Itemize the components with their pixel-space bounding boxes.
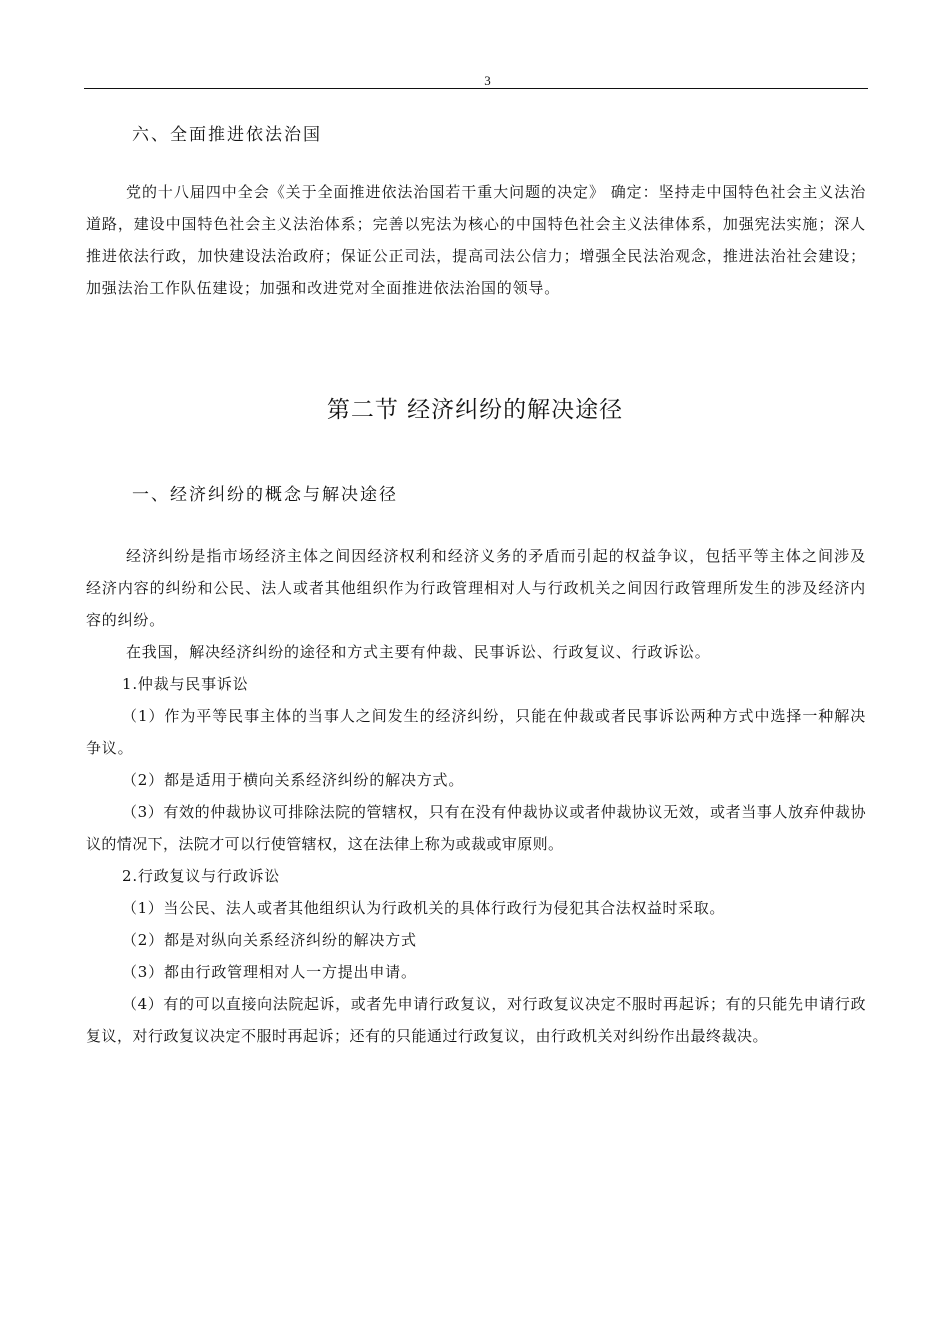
list-item-administrative-3: （3）都由行政管理相对人一方提出申请。 (122, 963, 417, 981)
heading-rule-of-law: 六、全面推进依法治国 (132, 125, 322, 145)
paragraph-dispute-definition: 经济纠纷是指市场经济主体之间因经济权利和经济义务的矛盾而引起的权益争议，包括平等主体之间涉及经济内容的纠纷和公民、法人或者其他组织作为行政管理相对人与行政机关之间因行政管理所发生的涉及经济内容的纠纷。 (86, 547, 866, 629)
list-item-arbitration-1: （1）作为平等民事主体的当事人之间发生的经济纠纷，只能在仲裁或者民事诉讼两种方式中选择一种解决争议。 (86, 707, 866, 757)
list-item-administrative-1: （1）当公民、法人或者其他组织认为行政机关的具体行政行为侵犯其合法权益时采取。 (122, 899, 725, 917)
subheading-arbitration-litigation: 1.仲裁与民事诉讼 (122, 675, 249, 693)
subheading-administrative-review: 2.行政复议与行政诉讼 (122, 867, 281, 885)
page-number: 3 (484, 73, 491, 88)
header-rule (84, 88, 868, 89)
list-item-administrative-4: （4）有的可以直接向法院起诉，或者先申请行政复议，对行政复议决定不服时再起诉；有的只能先申请行政复议，对行政复议决定不服时再起诉；还有的只能通过行政复议，由行政机关对纠纷作出最终裁决。 (86, 995, 866, 1045)
paragraph-resolution-ways: 在我国，解决经济纠纷的途径和方式主要有仲裁、民事诉讼、行政复议、行政诉讼。 (126, 643, 711, 661)
list-item-arbitration-2: （2）都是适用于横向关系经济纠纷的解决方式。 (122, 771, 465, 789)
list-item-administrative-2: （2）都是对纵向关系经济纠纷的解决方式 (122, 931, 417, 949)
section-title: 第二节 经济纠纷的解决途径 (326, 397, 624, 423)
list-item-arbitration-3: （3）有效的仲裁协议可排除法院的管辖权，只有在没有仲裁协议或者仲裁协议无效，或者当事人放弃仲裁协议的情况下，法院才可以行使管辖权，这在法律上称为或裁或审原则。 (86, 803, 866, 853)
heading-economic-dispute: 一、经济纠纷的概念与解决途径 (132, 485, 398, 505)
paragraph-rule-of-law: 党的十八届四中全会《关于全面推进依法治国若干重大问题的决定》 确定：坚持走中国特色社会主义法治道路，建设中国特色社会主义法治体系；完善以宪法为核心的中国特色社会主义法律体系，加强宪法实施；深人推进依法行政，加快建设法治政府；保证公正司法，提高司法公信力；增强全民法治观念，推进法治社会建设；加强法治工作队伍建设；加强和改进党对全面推进依法治国的领导。 (86, 183, 866, 297)
